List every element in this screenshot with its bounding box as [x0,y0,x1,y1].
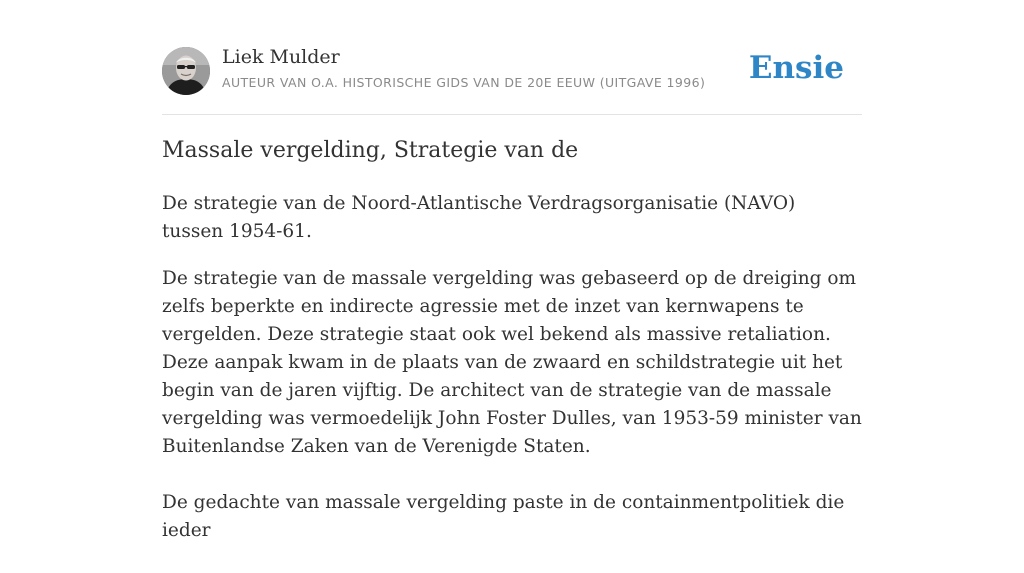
author-name[interactable]: Liek Mulder [222,46,340,68]
article-title: Massale vergelding, Strategie van de [162,138,579,163]
article-paragraph: De strategie van de massale vergelding was gebaseerd op de dreiging om zelfs beperkte en indirecte agressie met de inzet van kernwapens te vergelden. Deze strategie staat ook wel bekend als massive retaliation. Deze aanpak kwam in de plaats van de zwaard en schildstrategie uit het begin van de jaren vijftig. De architect van de strategie van de massale vergelding was vermoedelijk John Foster Dulles, van 1953-59 minister van Buitenlandse Zaken van de Verenigde Staten. [162,268,862,457]
article-intro: De strategie van de Noord-Atlantische Verdragsorganisatie (NAVO) tussen 1954-61. [162,193,796,242]
article-header [162,44,862,115]
article-paragraph: De gedachte van massale vergelding paste in de containmentpolitiek die ieder [162,492,845,541]
author-avatar[interactable] [162,47,210,95]
article-body [162,265,862,573]
author-portrait-icon [162,47,210,95]
author-description: AUTEUR VAN O.A. HISTORISCHE GIDS VAN DE 20E EEUW (UITGAVE 1996) [222,75,706,90]
ensie-logo[interactable]: Ensie [748,50,844,86]
